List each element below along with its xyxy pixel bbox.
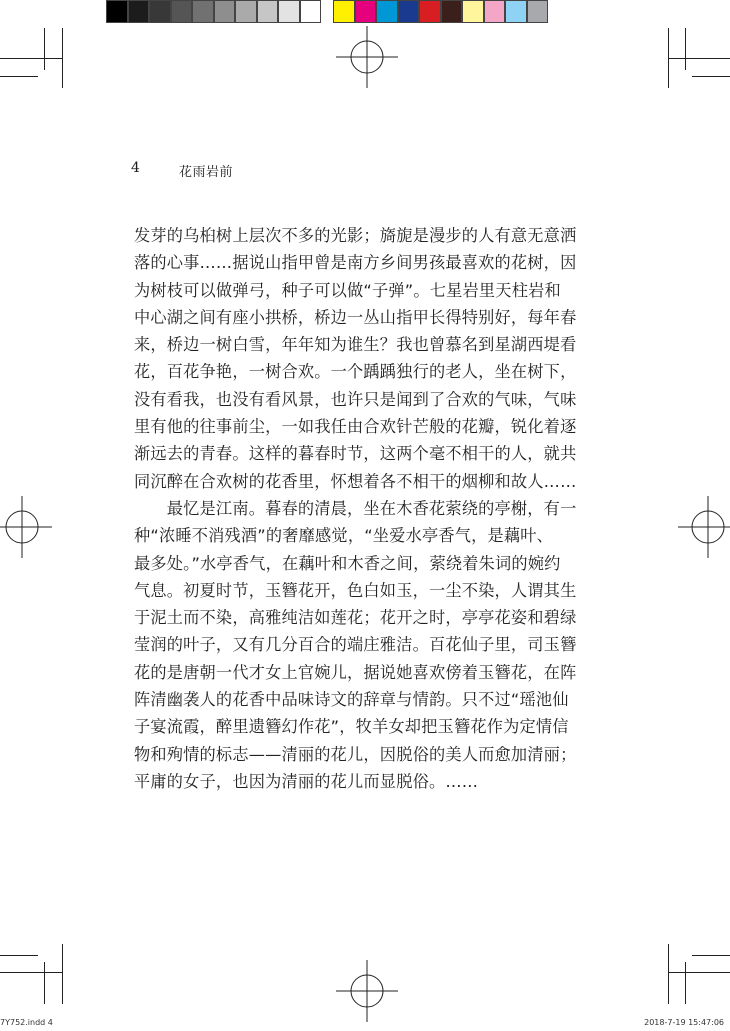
- text-line: 为树枝可以做弹弓，种子可以做“子弹”。七星岩里天柱岩和: [134, 280, 561, 300]
- crop-mark: [44, 28, 45, 70]
- gray-swatch: [149, 0, 171, 23]
- color-swatch: [333, 0, 355, 23]
- gray-swatch: [235, 0, 257, 23]
- text-line: 花的是唐朝一代才女上官婉儿，据说她喜欢傍着玉簪花，在阵: [134, 662, 577, 682]
- crop-mark: [668, 972, 730, 973]
- gray-swatch: [171, 0, 193, 23]
- text-line: 落的心事……据说山指甲曾是南方乡间男孩最喜欢的花树，因: [134, 253, 577, 273]
- registration-mark-top: [336, 26, 398, 88]
- color-swatch: [484, 0, 506, 23]
- crop-mark: [685, 28, 686, 70]
- text-line: 花，百花争艳，一树合欢。一个踽踽独行的老人，坐在树下，: [134, 362, 577, 382]
- gray-swatch: [106, 0, 128, 23]
- crop-mark: [685, 962, 686, 1004]
- crop-mark: [62, 28, 63, 88]
- color-swatch: [527, 0, 549, 23]
- text-line: 最多处。”水亭香气，在藕叶和木香之间，萦绕着朱词的婉约: [134, 553, 561, 573]
- crop-mark: [692, 76, 730, 77]
- text-line: 中心湖之间有座小拱桥，桥边一丛山指甲长得特别好，每年春: [134, 307, 577, 327]
- body-text: [134, 222, 604, 795]
- color-calibration-bar: [106, 0, 548, 24]
- crop-mark: [62, 944, 63, 1004]
- registration-mark-bottom: [336, 960, 398, 1022]
- gray-swatch: [128, 0, 150, 23]
- text-line: 来，桥边一树白雪，年年知为谁生？我也曾慕名到星湖西堤看: [134, 335, 577, 355]
- color-swatch: [398, 0, 420, 23]
- print-timestamp: 2018-7-19 15:47:06: [644, 1018, 724, 1027]
- registration-mark-left: [0, 496, 52, 558]
- gray-swatch: [300, 0, 322, 23]
- color-swatch: [441, 0, 463, 23]
- crop-mark: [692, 955, 730, 956]
- text-line: 发芽的乌桕树上层次不多的光影；旖旎是漫步的人有意无意洒: [134, 226, 577, 245]
- crop-mark: [0, 58, 62, 59]
- page-number: 4: [131, 160, 140, 176]
- gray-swatch: [278, 0, 300, 23]
- crop-mark: [0, 972, 62, 973]
- text-line: 没有看我，也没有看风景，也许只是闻到了合欢的气味，气味: [134, 389, 577, 409]
- text-line: 于泥土而不染，高雅纯洁如莲花；花开之时，亭亭花姿和碧绿: [134, 608, 577, 628]
- running-title: 花雨岩前: [179, 165, 234, 180]
- swatch-gap: [321, 0, 333, 24]
- color-swatch: [376, 0, 398, 23]
- text-line: 莹润的叶子，又有几分百合的端庄雅洁。百花仙子里，司玉簪: [134, 635, 577, 655]
- text-line: 渐远去的青春。这样的暮春时节，这两个毫不相干的人，就共: [134, 444, 577, 464]
- text-line: 最忆是江南。暮春的清晨，坐在木香花萦绕的亭榭，有一: [134, 498, 577, 518]
- crop-mark: [668, 944, 669, 1004]
- gray-swatch: [192, 0, 214, 23]
- text-line: 平庸的女子，也因为清丽的花儿而显脱俗。……: [134, 771, 479, 791]
- color-swatch: [505, 0, 527, 23]
- gray-swatch: [214, 0, 236, 23]
- gray-swatch: [257, 0, 279, 23]
- color-swatch: [419, 0, 441, 23]
- registration-mark-right: [678, 496, 730, 558]
- crop-mark: [668, 58, 730, 59]
- crop-mark: [0, 955, 38, 956]
- crop-mark: [0, 76, 38, 77]
- color-swatch: [462, 0, 484, 23]
- color-swatch: [355, 0, 377, 23]
- text-line: 阵清幽袭人的花香中品味诗文的辞章与情韵。只不过“瑶池仙: [134, 690, 569, 710]
- text-line: 气息。初夏时节，玉簪花开，色白如玉，一尘不染，人谓其生: [134, 580, 577, 600]
- text-line: 子宴流霞，醉里遗簪幻作花”，牧羊女却把玉簪花作为定情信: [134, 717, 569, 737]
- text-line: 同沉醉在合欢树的花香里，怀想着各不相干的烟柳和故人……: [134, 471, 577, 491]
- text-line: 物和殉情的标志——清丽的花儿，因脱俗的美人而愈加清丽；: [134, 744, 577, 764]
- crop-mark: [44, 962, 45, 1004]
- file-slug: 7Y752.indd 4: [0, 1018, 53, 1027]
- text-line: 里有他的往事前尘，一如我任由合欢针芒般的花瓣，锐化着逐: [134, 417, 577, 437]
- text-line: 种“浓睡不消残酒”的奢靡感觉，“坐爱水亭香气，是藕叶、: [134, 526, 554, 546]
